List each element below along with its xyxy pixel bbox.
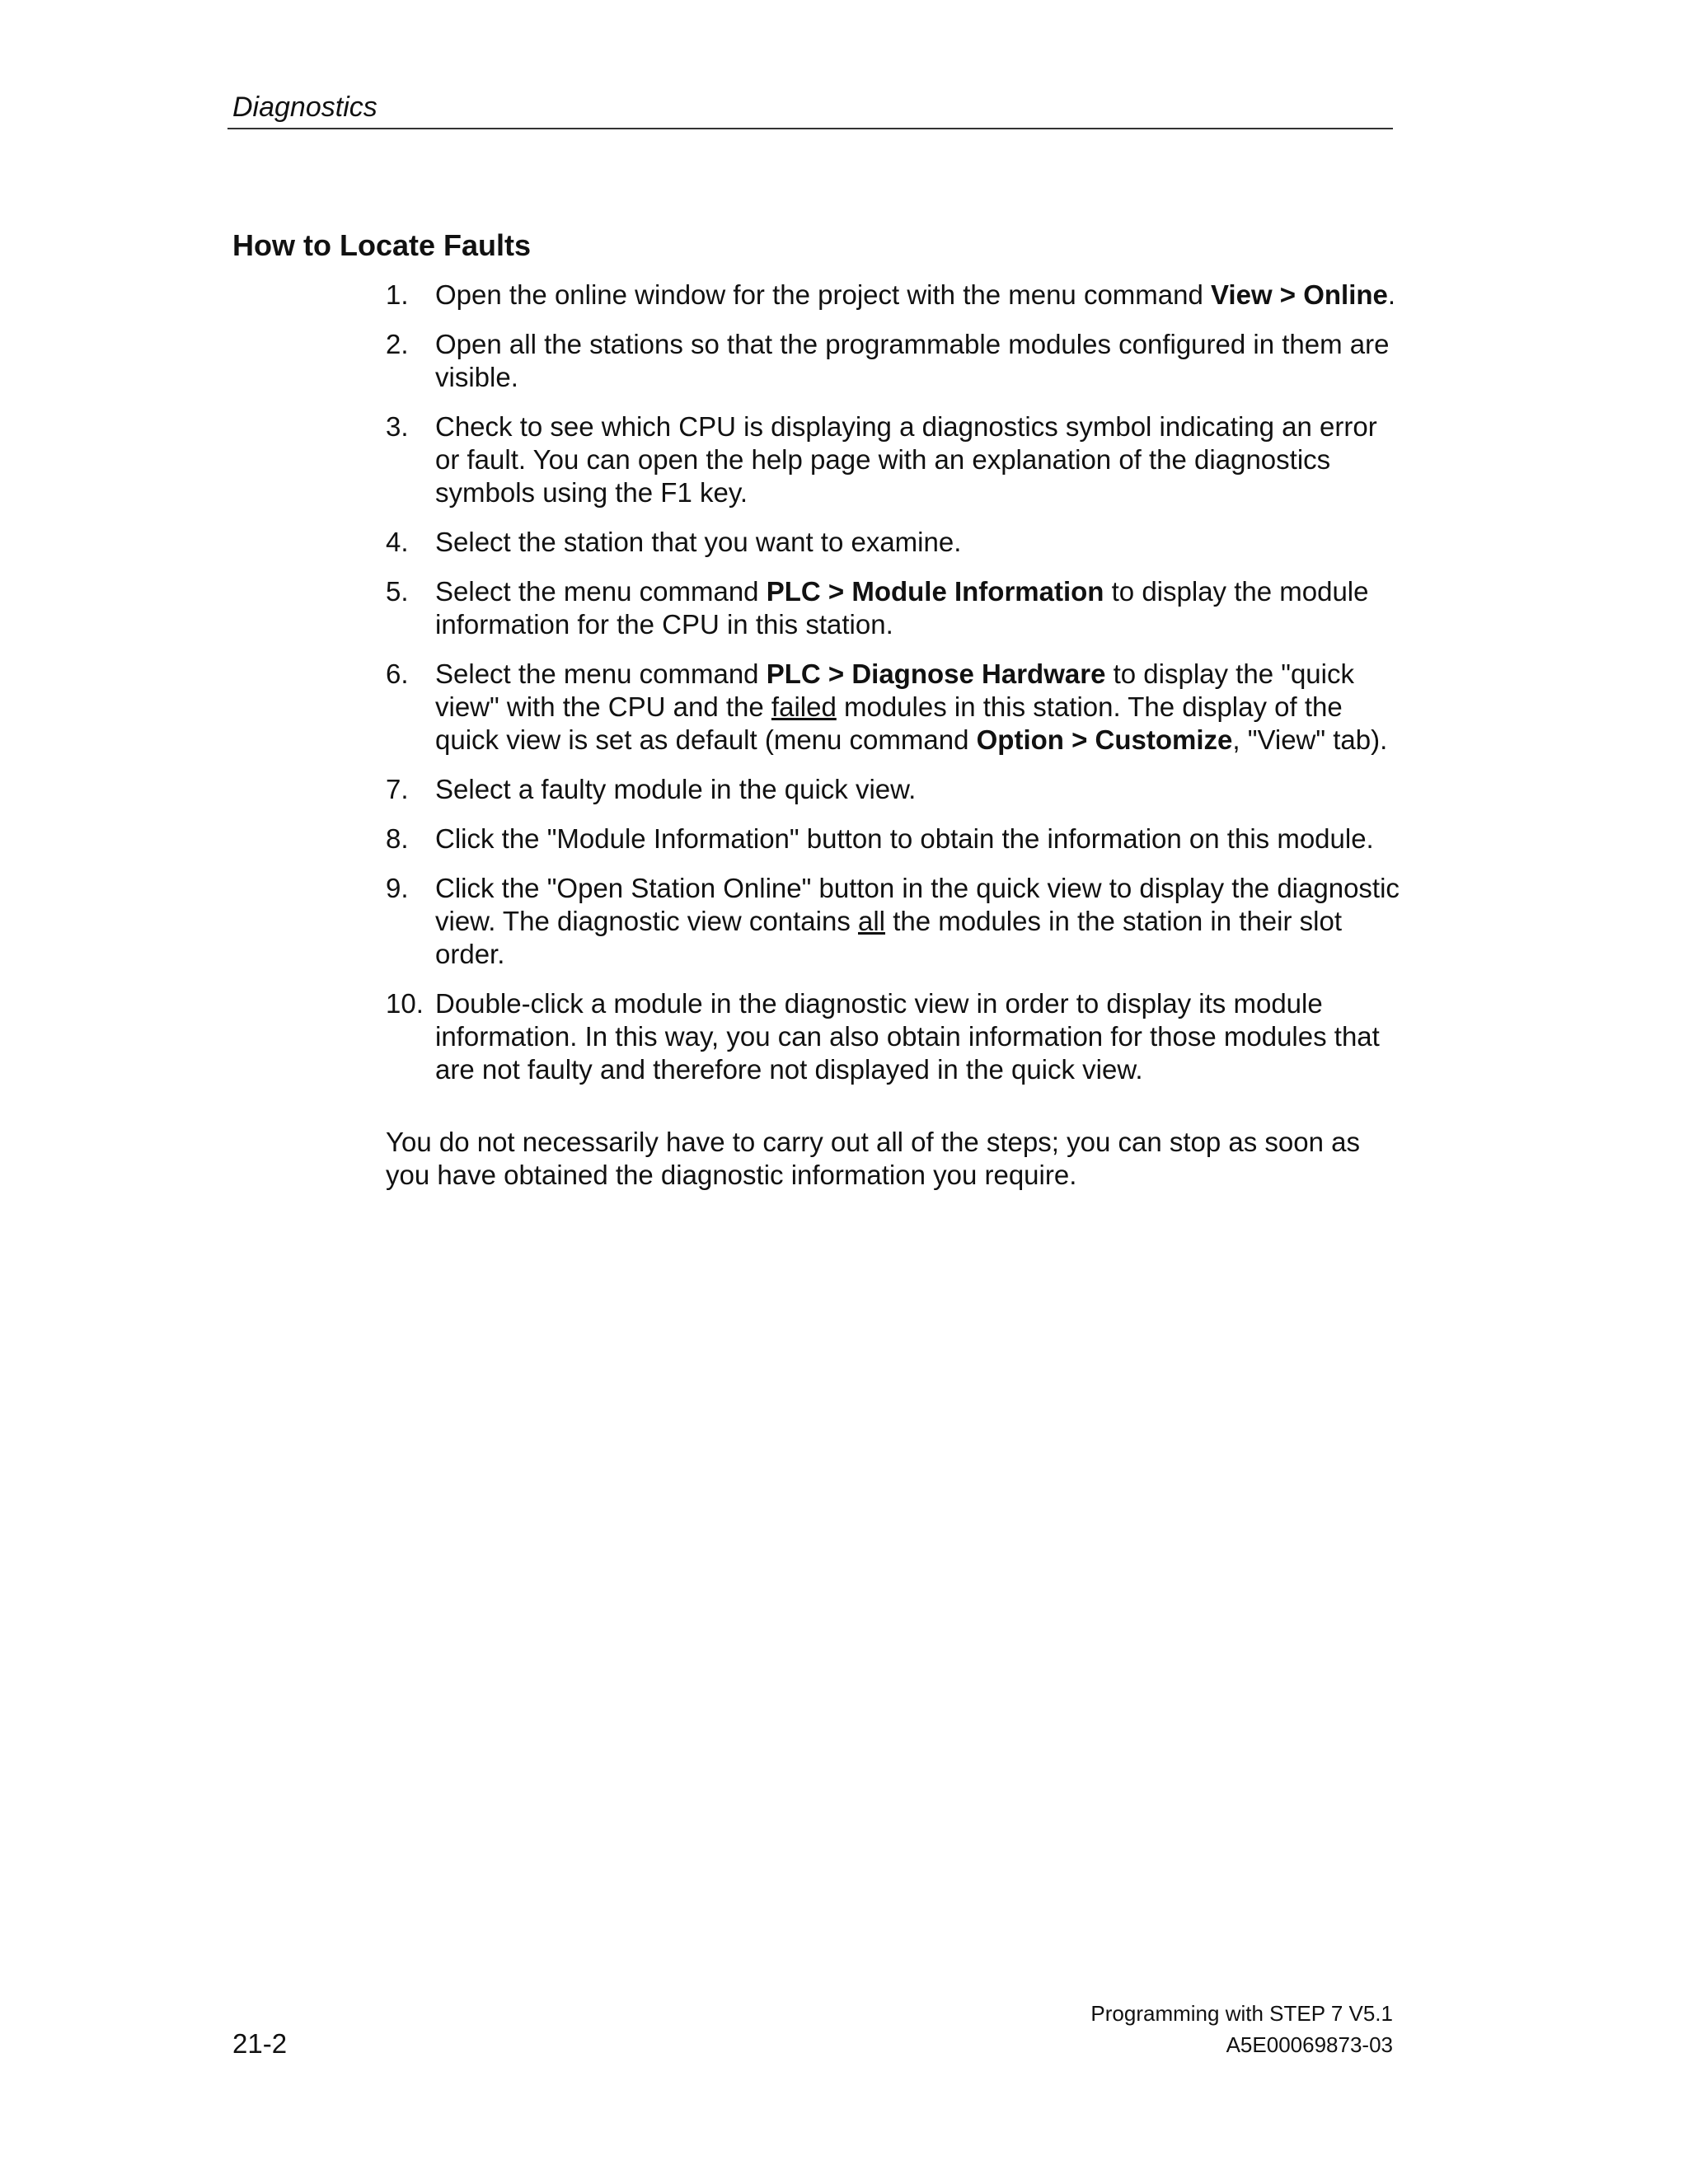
step-text-segment: Select the menu command: [435, 576, 767, 607]
section-heading: How to Locate Faults: [232, 228, 532, 262]
step-text: [435, 576, 1369, 640]
step-text: [435, 988, 1380, 1085]
step-item: [386, 773, 1400, 806]
step-text-segment: Select the station that you want to examine.: [435, 527, 962, 557]
menu-command: PLC > Module Information: [766, 576, 1104, 607]
step-item: [386, 987, 1400, 1086]
step-text-segment: Click the "Module Information" button to obtain the information on this module.: [435, 823, 1374, 854]
step-text: [435, 658, 1387, 755]
step-number: 8.: [386, 823, 409, 854]
header-divider: [227, 128, 1393, 129]
step-number: 10.: [386, 988, 424, 1019]
step-item: [386, 658, 1400, 757]
step-text-segment: Double-click a module in the diagnostic view in order to display its module information. In this way, you can also obtain information for those modules that are not faulty and therefore not displayed in the quick view.: [435, 988, 1380, 1085]
page-number: 21-2: [232, 2028, 288, 2059]
step-item: [386, 279, 1400, 312]
step-number: 4.: [386, 527, 409, 557]
emphasized-word: all: [858, 906, 886, 936]
step-item: [386, 823, 1400, 855]
step-number: 3.: [386, 411, 409, 442]
step-text-segment: Select the menu command: [435, 658, 767, 689]
step-number: 7.: [386, 774, 409, 804]
step-text-segment: modules in this station. The display of the quick view is set as default (menu command: [435, 691, 1343, 755]
step-text-segment: Open all the stations so that the programmable modules configured in them are visible.: [435, 329, 1390, 392]
step-text: [435, 774, 916, 804]
step-text-segment: .: [1387, 279, 1396, 310]
step-item: [386, 328, 1400, 394]
step-text: [435, 527, 961, 557]
step-text-segment: Select a faulty module in the quick view.: [435, 774, 917, 804]
step-text: [435, 411, 1377, 508]
step-item: [386, 575, 1400, 641]
step-number: 2.: [386, 329, 409, 359]
step-text: [435, 823, 1374, 854]
step-item: [386, 872, 1400, 971]
step-number: 5.: [386, 576, 409, 607]
emphasized-word: failed: [771, 691, 837, 722]
step-text-segment: Check to see which CPU is displaying a diagnostics symbol indicating an error or fault. You can open the help page with an explanation of the diagnostics symbols using the F1 key.: [435, 411, 1377, 508]
closing-paragraph: You do not necessarily have to carry out all of the steps; you can stop as soon as you have obtained the diagnostic information you require.: [386, 1127, 1360, 1190]
step-text: [435, 329, 1389, 392]
menu-command: Option > Customize: [976, 724, 1233, 755]
menu-command: View > Online: [1211, 279, 1388, 310]
steps-list: [386, 279, 1400, 1103]
menu-command: PLC > Diagnose Hardware: [766, 658, 1106, 689]
step-number: 1.: [386, 279, 409, 310]
step-text-segment: to display the "quick view" with the CPU and the: [435, 658, 1354, 722]
step-item: [386, 410, 1400, 509]
step-text: [435, 279, 1395, 310]
footer-book-info: [1090, 1998, 1393, 2060]
footer-book-title: Programming with STEP 7 V5.1: [1090, 2001, 1393, 2026]
footer-doc-number: A5E00069873-03: [1226, 2032, 1393, 2057]
step-number: 9.: [386, 873, 409, 903]
step-text-segment: , "View" tab).: [1232, 724, 1388, 755]
step-text: [435, 873, 1400, 969]
step-text-segment: Click the "Open Station Online" button in the quick view to display the diagnostic view. The diagnostic view contains: [435, 873, 1400, 936]
step-item: [386, 526, 1400, 559]
step-text-segment: the modules in the station in their slot order.: [435, 906, 1343, 969]
step-text-segment: to display the module information for the CPU in this station.: [435, 576, 1369, 640]
step-number: 6.: [386, 658, 409, 689]
step-text-segment: Open the online window for the project with the menu command: [435, 279, 1212, 310]
running-header-title: Diagnostics: [232, 91, 377, 123]
